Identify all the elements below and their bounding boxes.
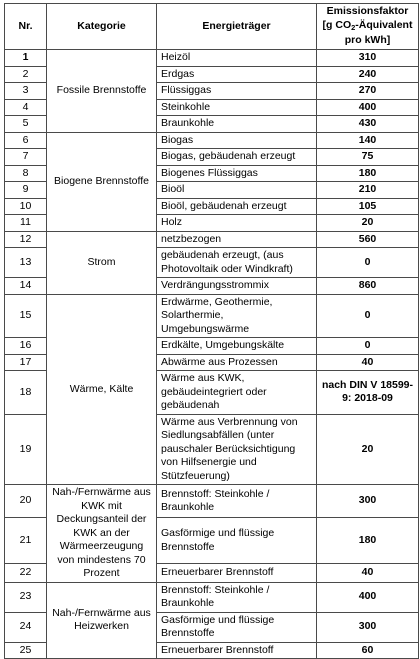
carrier-cell: Verdrängungsstrommix [157, 278, 317, 295]
row-nr: 16 [5, 338, 47, 355]
value-cell: 40 [317, 564, 419, 582]
row-nr: 21 [5, 518, 47, 564]
row-nr: 3 [5, 83, 47, 100]
carrier-cell: Erdkälte, Umgebungskälte [157, 338, 317, 355]
header-factor-line1: Emissionsfaktor [326, 5, 409, 18]
row-nr: 6 [5, 132, 47, 149]
value-cell: 60 [317, 642, 419, 659]
carrier-cell: Erneuerbarer Brennstoff [157, 642, 317, 659]
table-row [5, 582, 419, 612]
carrier-cell: Brennstoff: Steinkohle / Braunkohle [157, 582, 317, 612]
carrier-cell: Bioöl, gebäudenah erzeugt [157, 198, 317, 215]
value-cell: 240 [317, 66, 419, 83]
header-emission-factor [317, 4, 419, 50]
category-cell: Biogene Brennstoffe [47, 132, 157, 231]
row-nr: 8 [5, 165, 47, 182]
value-cell: 180 [317, 518, 419, 564]
value-cell: nach DIN V 18599-9: 2018-09 [317, 371, 419, 415]
value-cell: 860 [317, 278, 419, 295]
category-cell: Nah-/Fernwärme aus Heizwerken [47, 582, 157, 659]
value-cell: 140 [317, 132, 419, 149]
value-cell: 0 [317, 294, 419, 338]
table-row [5, 50, 419, 67]
category-cell: Wärme, Kälte [47, 294, 157, 485]
carrier-cell: Wärme aus KWK, gebäudeintegriert oder gebäudenah [157, 371, 317, 415]
value-cell: 560 [317, 231, 419, 248]
row-nr: 24 [5, 612, 47, 642]
row-nr: 5 [5, 116, 47, 133]
value-cell: 270 [317, 83, 419, 100]
row-nr: 18 [5, 371, 47, 415]
category-cell: Fossile Brennstoffe [47, 50, 157, 133]
row-nr: 23 [5, 582, 47, 612]
row-nr: 4 [5, 99, 47, 116]
value-cell: 20 [317, 215, 419, 232]
carrier-cell: Erneuerbarer Brennstoff [157, 564, 317, 582]
value-cell: 400 [317, 99, 419, 116]
header-factor-line3: pro kWh] [344, 34, 391, 47]
table-row [5, 294, 419, 338]
header-nr: Nr. [5, 4, 47, 50]
value-cell: 105 [317, 198, 419, 215]
row-nr: 13 [5, 248, 47, 278]
table-row [5, 132, 419, 149]
carrier-cell: Bioöl [157, 182, 317, 199]
emission-factor-table-container [4, 3, 418, 659]
header-carrier: Energieträger [157, 4, 317, 50]
carrier-cell: Biogas, gebäudenah erzeugt [157, 149, 317, 166]
header-category: Kategorie [47, 4, 157, 50]
emission-factor-table [4, 3, 419, 659]
value-cell: 180 [317, 165, 419, 182]
carrier-cell: Holz [157, 215, 317, 232]
carrier-cell: Flüssiggas [157, 83, 317, 100]
table-header-row [5, 4, 419, 50]
value-cell: 400 [317, 582, 419, 612]
row-nr: 9 [5, 182, 47, 199]
carrier-cell: Biogenes Flüssiggas [157, 165, 317, 182]
carrier-cell: Wärme aus Verbrennung von Siedlungsabfällen (unter pauschaler Berücksichtigung von Hilfsenergie und Stützfeuerung) [157, 414, 317, 485]
carrier-cell: Brennstoff: Steinkohle / Braunkohle [157, 485, 317, 518]
value-cell: 20 [317, 414, 419, 485]
row-nr: 1 [5, 50, 47, 67]
value-cell: 430 [317, 116, 419, 133]
category-cell: Nah-/Fernwärme aus KWK mit Deckungsanteil der KWK an der Wärmeerzeugung von mindestens 70 Prozent [47, 485, 157, 583]
row-nr: 7 [5, 149, 47, 166]
row-nr: 15 [5, 294, 47, 338]
value-cell: 300 [317, 612, 419, 642]
carrier-cell: Abwärme aus Prozessen [157, 354, 317, 371]
value-cell: 75 [317, 149, 419, 166]
table-row [5, 485, 419, 518]
row-nr: 17 [5, 354, 47, 371]
row-nr: 25 [5, 642, 47, 659]
row-nr: 14 [5, 278, 47, 295]
category-cell: Strom [47, 231, 157, 294]
value-cell: 40 [317, 354, 419, 371]
row-nr: 11 [5, 215, 47, 232]
value-cell: 210 [317, 182, 419, 199]
carrier-cell: Gasförmige und flüssige Brennstoffe [157, 612, 317, 642]
row-nr: 12 [5, 231, 47, 248]
carrier-cell: Heizöl [157, 50, 317, 67]
header-factor-line2-pre: [g CO [322, 18, 352, 31]
header-factor-subscript: 2 [351, 22, 356, 32]
carrier-cell: gebäudenah erzeugt, (aus Photovoltaik oder Windkraft) [157, 248, 317, 278]
table-row [5, 231, 419, 248]
carrier-cell: netzbezogen [157, 231, 317, 248]
carrier-cell: Biogas [157, 132, 317, 149]
carrier-cell: Steinkohle [157, 99, 317, 116]
carrier-cell: Erdgas [157, 66, 317, 83]
carrier-cell: Braunkohle [157, 116, 317, 133]
row-nr: 20 [5, 485, 47, 518]
carrier-cell: Erdwärme, Geothermie, Solarthermie, Umgebungswärme [157, 294, 317, 338]
value-cell: 0 [317, 338, 419, 355]
header-factor-line2-post: -Äquivalent [355, 18, 413, 31]
carrier-cell: Gasförmige und flüssige Brennstoffe [157, 518, 317, 564]
row-nr: 2 [5, 66, 47, 83]
value-cell: 300 [317, 485, 419, 518]
value-cell: 310 [317, 50, 419, 67]
value-cell: 0 [317, 248, 419, 278]
row-nr: 19 [5, 414, 47, 485]
row-nr: 22 [5, 564, 47, 582]
row-nr: 10 [5, 198, 47, 215]
